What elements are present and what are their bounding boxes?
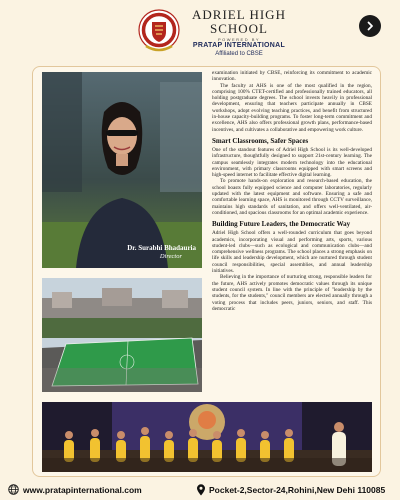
- school-name-line2: SCHOOL: [209, 21, 268, 36]
- smart-classrooms-paragraph: One of the standout features of Adriel High School is its well-developed infrastructure, thoughtfully designed to support 21st-century learning. The campus seamlessly integrates modern technology into the educational environment, with primary classrooms equipped with smart screens and high-speed internet to facilitate effective digital learning.: [212, 146, 372, 179]
- powered-by-label: POWERED BY: [217, 37, 261, 42]
- future-leaders-paragraph: Adriel High School offers a well-rounded curriculum that goes beyond academics, incorporating visual and performing arts, sports, various student-led clubs—such as ecological and communication clubs—and comprehensive wellness programs. The school places a strong emphasis on life skills and leadership development, which are nurtured through student council responsibilities, special assemblies, and annual leadership initiatives.: [212, 230, 372, 275]
- next-page-button[interactable]: [359, 15, 381, 37]
- school-name-line1: ADRIEL HIGH: [192, 7, 286, 22]
- event-photo: [42, 402, 372, 472]
- campus-photo: [42, 278, 202, 392]
- director-name: Dr. Surabhi Bhadauria: [127, 244, 196, 252]
- footer-website[interactable]: [8, 484, 142, 495]
- democracy-paragraph: Believing in the importance of nurturing strong, responsible leaders for the future, AHS actively promotes democratic values through its unique student council system. In line with the principle of "leadership by the students, for the students," council members are elected annually through a voting process that includes peers, juniors, seniors, and staff. This democratic: [212, 274, 372, 312]
- school-name: [184, 8, 294, 36]
- labs-paragraph: To promote hands-on exploration and research-based education, the school boasts fully equipped science and computer laboratories, regularly updated with the latest equipment and software. Ensuring a safe and comfortable learning space, AHS is monitored through CCTV surveillance, maintains high standards of sanitation, and offers well-ventilated, air-conditioned, and spacious classrooms for an optimal academic experience.: [212, 178, 372, 216]
- page-footer: [0, 480, 400, 500]
- school-logo-crest: [138, 8, 180, 54]
- address-text: Pocket-2,Sector-24,Rohini,New Dehi 110085: [209, 485, 386, 495]
- section-heading-smart-classrooms: Smart Classrooms, Safer Spaces: [212, 136, 309, 145]
- affiliation-label: Affiliated to CBSE: [215, 51, 263, 57]
- faculty-paragraph: The faculty at AHS is one of the most qualified in the region, comprising 100% CTET-certified and professionally trained educators, all holding postgraduate degrees. The school invests heavily in professional development, ensuring that teachers participate annually in CBSE workshops, adopt evolving teaching practices, and benefit from structured in-house capacity-building programs. To foster long-term commitment and excellence, AHS also offers professional growth plans, performance-based incentives, and cultivates a collaborative and empowering work culture.: [212, 82, 372, 133]
- group-name: PRATAP INTERNATIONAL: [192, 42, 286, 49]
- chevron-right-icon: [365, 21, 375, 31]
- article-body: [212, 70, 372, 312]
- website-text[interactable]: www.pratapinternational.com: [23, 484, 142, 495]
- footer-address: [196, 484, 385, 496]
- page-header: [0, 0, 400, 62]
- location-pin-icon: [196, 484, 206, 496]
- section-heading-future-leaders: Building Future Leaders, the Democratic Way: [212, 220, 351, 229]
- director-role: Director: [159, 253, 182, 260]
- intro-paragraph: examination initiated by CBSE, reinforcing its commitment to academic innovation.: [212, 70, 372, 83]
- globe-icon: [8, 484, 19, 495]
- director-photo: [42, 72, 202, 268]
